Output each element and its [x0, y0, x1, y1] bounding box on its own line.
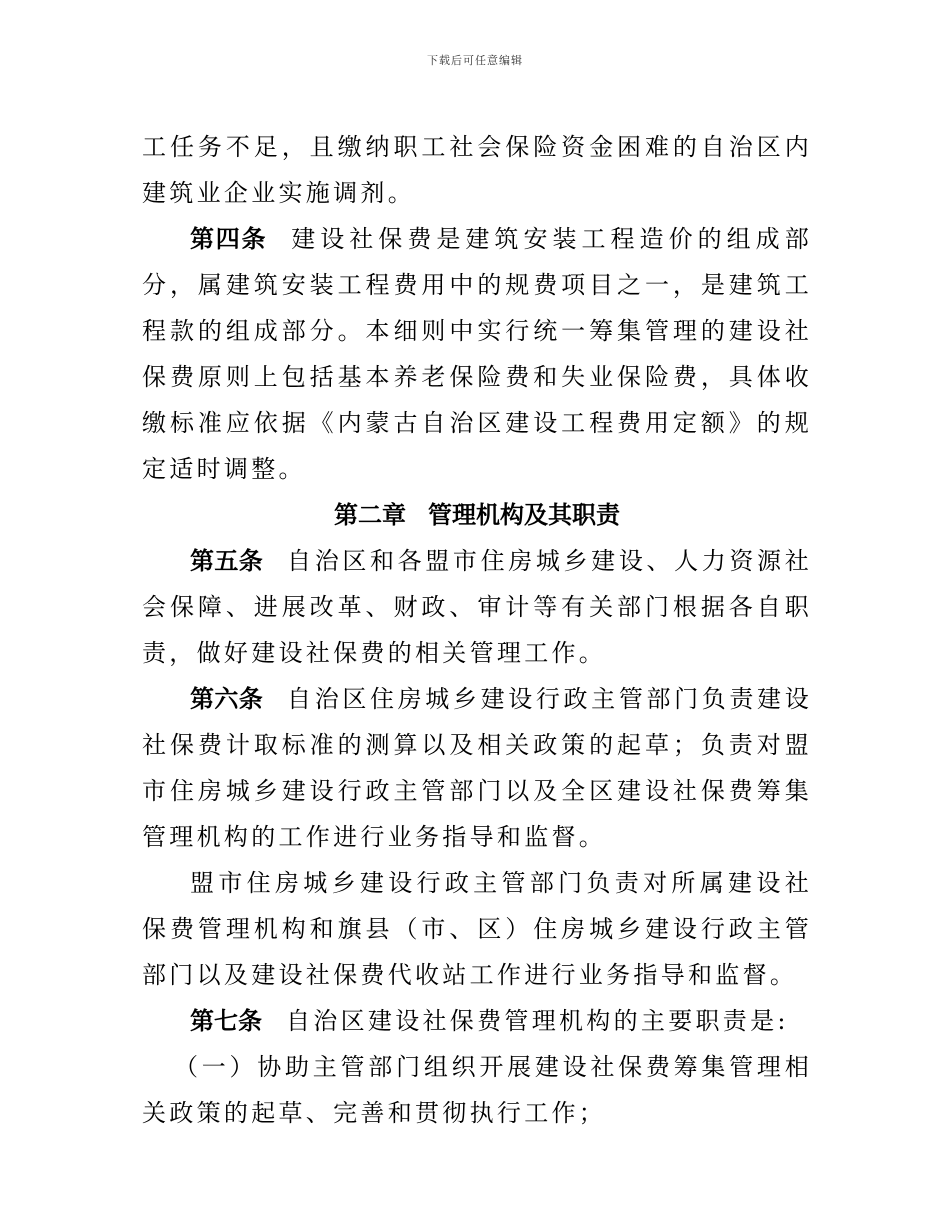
continuation-paragraph: 工任务不足，且缴纳职工社会保险资金困难的自治区内建筑业企业实施调剂。 — [142, 133, 812, 207]
article-4 — [142, 216, 812, 492]
article-4-label: 第四条 — [190, 225, 268, 253]
chapter-number: 第二章 — [334, 501, 406, 529]
article-7-label: 第七条 — [190, 1007, 262, 1035]
article-6-label: 第六条 — [190, 685, 264, 713]
article-5 — [142, 538, 812, 676]
article-6-text: 自治区住房城乡建设行政主管部门负责建设社保费计取标准的测算以及相关政策的起草；负责对盟市住房城乡建设行政主管部门以及全区建设社保费筹集管理机构的工作进行业务指导和监督。 — [142, 685, 812, 851]
article-7 — [142, 998, 812, 1044]
chapter-2-heading — [142, 492, 812, 538]
page-header: 下载后可任意编辑 — [427, 54, 523, 67]
article-6 — [142, 676, 812, 860]
article-5-label: 第五条 — [190, 547, 264, 575]
chapter-title: 管理机构及其职责 — [428, 501, 620, 529]
article-7-text: 自治区建设社保费管理机构的主要职责是: — [286, 1007, 789, 1035]
article-4-text: 建设社保费是建筑安装工程造价的组成部分，属建筑安装工程费用中的规费项目之一，是建筑工程款的组成部分。本细则中实行统一筹集管理的建设社保费原则上包括基本养老保险费和失业保险费，具体收缴标准应依据《内蒙古自治区建设工程费用定额》的规定适时调整。 — [142, 225, 813, 483]
article-5-text: 自治区和各盟市住房城乡建设、人力资源社会保障、进展改革、财政、审计等有关部门根据各自职责，做好建设社保费的相关管理工作。 — [142, 547, 812, 667]
article-7-item-1: （一）协助主管部门组织开展建设社保费筹集管理相关政策的起草、完善和贯彻执行工作； — [142, 1053, 812, 1127]
article-6-paragraph-2: 盟市住房城乡建设行政主管部门负责对所属建设社保费管理机构和旗县（市、区）住房城乡建设行政主管部门以及建设社保费代收站工作进行业务指导和监督。 — [142, 869, 812, 989]
document-body — [142, 124, 812, 1136]
